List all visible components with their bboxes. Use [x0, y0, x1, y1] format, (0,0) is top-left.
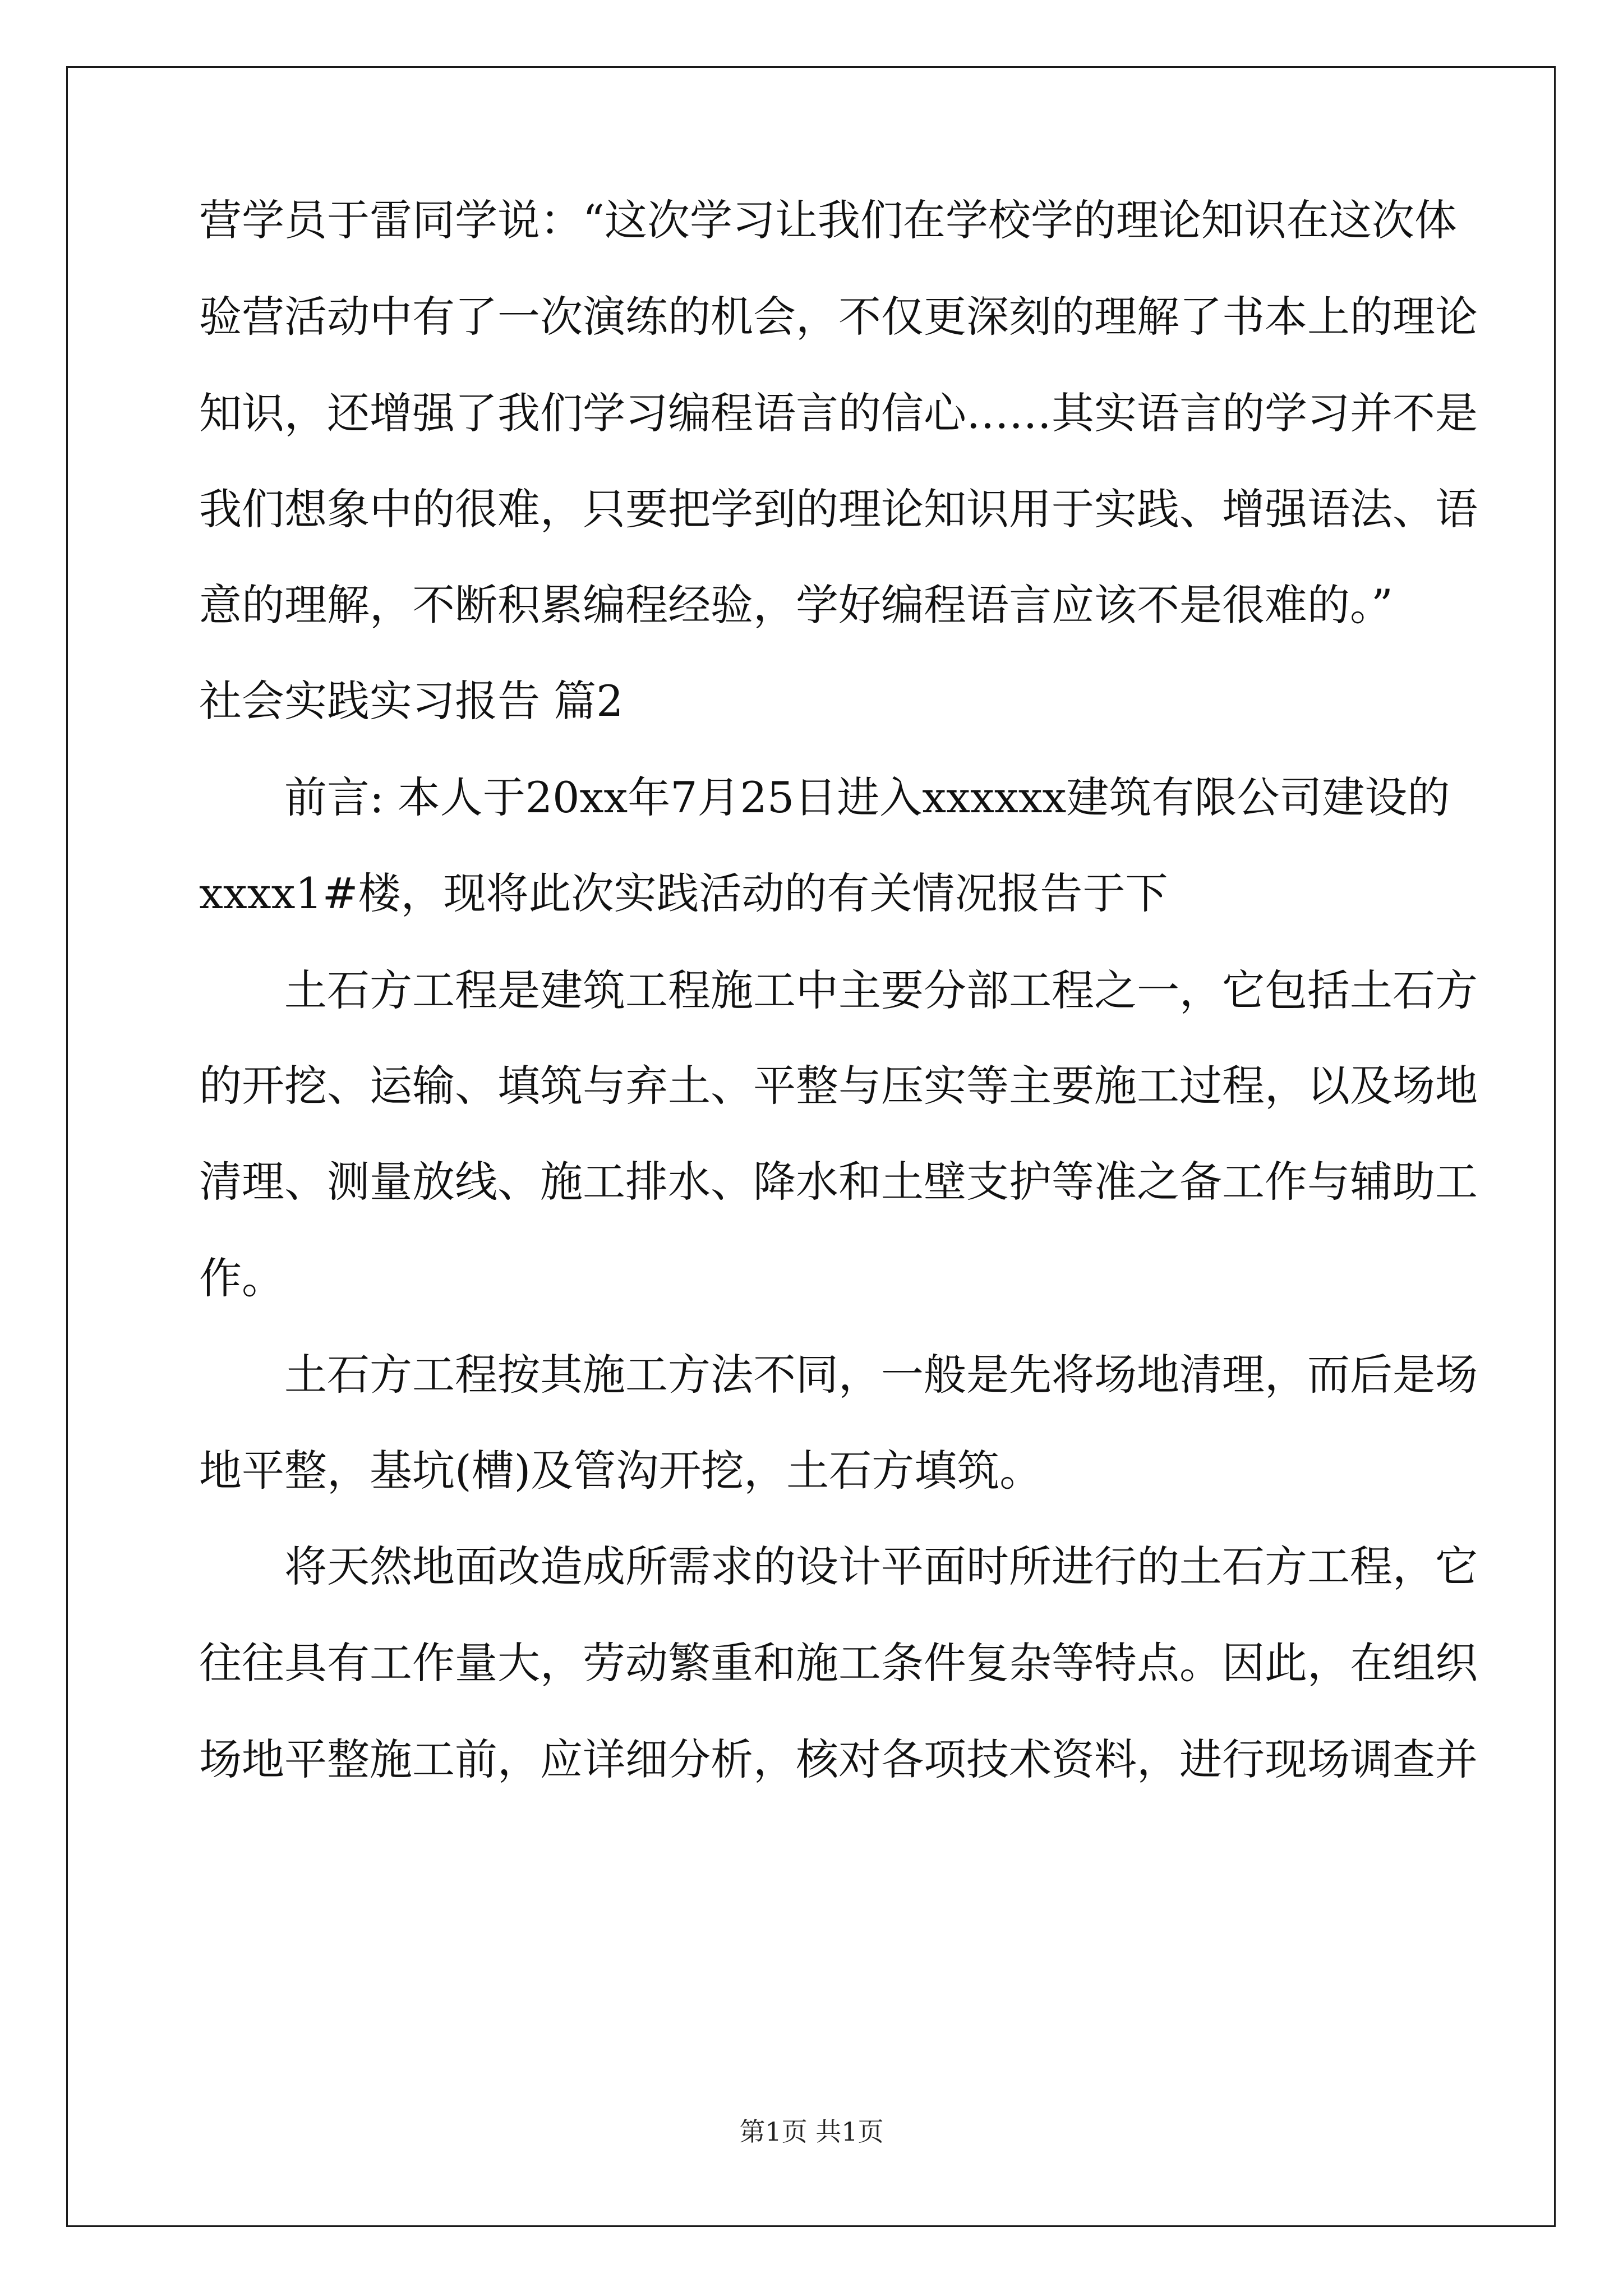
text-line: 的开挖、运输、填筑与弃土、平整与压实等主要施工过程，以及场地 [199, 1061, 1478, 1111]
text-line: 验营活动中有了一次演练的机会，不仅更深刻的理解了书本上的理论 [199, 292, 1478, 342]
text-line: 营学员于雷同学说：“这次学习让我们在学校学的理论知识在这次体 [199, 195, 1457, 245]
text-line: 土石方工程按其施工方法不同，一般是先将场地清理，而后是场 [284, 1350, 1478, 1400]
text-line: 场地平整施工前，应详细分析，核对各项技术资料，进行现场调查并 [199, 1734, 1478, 1784]
page-number: 第1页 共1页 [739, 2116, 884, 2147]
text-line: 地平整，基坑(槽)及管沟开挖，土石方填筑。 [199, 1446, 1043, 1496]
text-line: 将天然地面改造成所需求的设计平面时所进行的土石方工程，它 [284, 1542, 1478, 1591]
section-heading: 社会实践实习报告 篇2 [199, 676, 624, 726]
text-line: 知识，还增强了我们学习编程语言的信心……其实语言的学习并不是 [199, 388, 1478, 438]
text-line: 清理、测量放线、施工排水、降水和土壁支护等准之备工作与辅助工 [199, 1157, 1478, 1207]
text-line: 作。 [199, 1253, 284, 1303]
text-line: 往往具有工作量大，劳动繁重和施工条件复杂等特点。因此，在组织 [199, 1638, 1478, 1688]
text-line: 土石方工程是建筑工程施工中主要分部工程之一，它包括土石方 [284, 965, 1478, 1015]
text-line: 意的理解，不断积累编程经验，学好编程语言应该不是很难的。” [199, 580, 1393, 630]
text-line: xxxx1#楼，现将此次实践活动的有关情况报告于下 [199, 868, 1168, 918]
text-line: 我们想象中的很难，只要把学到的理论知识用于实践、增强语法、语 [199, 484, 1478, 534]
text-line: 前言: 本人于20xx年7月25日进入xxxxxx建筑有限公司建设的 [284, 772, 1450, 822]
